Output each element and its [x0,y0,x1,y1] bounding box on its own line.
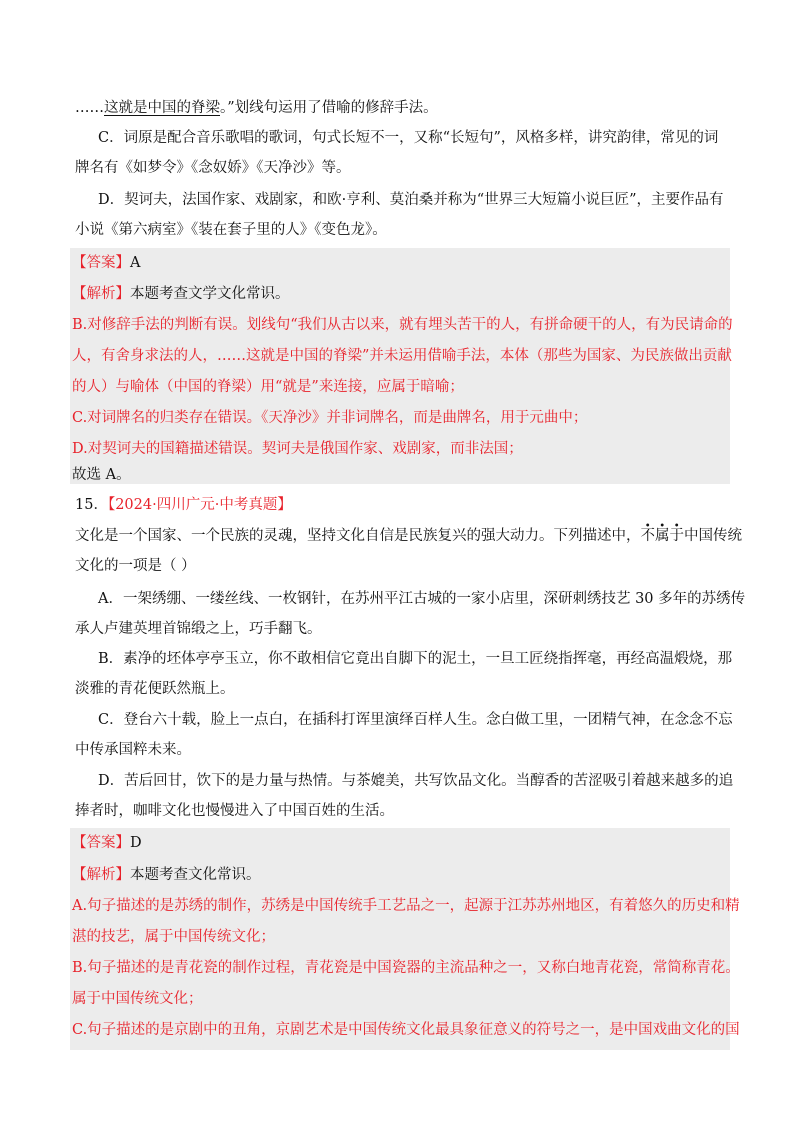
option-a-line2: 承人卢建英埋首锦缎之上，巧手翻飞。 [75,621,322,637]
answer-tag: 【答案】 [72,255,130,271]
question-source: 【2024·四川广元·中考真题】 [107,497,292,513]
analysis-text: 本题考查文学文化常识。 [130,286,290,302]
question-number: 15． [75,497,108,513]
answer-value: D [130,835,142,851]
stem-text: 文化是一个国家、一个民族的灵魂，坚持文化自信是民族复兴的强大动力。下列描述中， [75,528,641,544]
analysis-c-line1: C.句子描述的是京剧中的丑角，京剧艺术是中国传统文化最具象征意义的符号之一，是中国戏曲文化的国 [72,1022,740,1038]
prev-analysis-d-line: D.对契诃夫的国籍描述错误。契诃夫是俄国作家、戏剧家，而非法国； [72,441,523,457]
stem-text-after: 中国传统 [684,528,742,544]
question-15-stem-line2: 文化的一项是（ ） [75,558,196,574]
emphasis-char: 不 [640,528,655,544]
ellipsis: …… [75,100,104,116]
question-15-header [75,494,292,516]
analysis-15-line [72,864,261,886]
analysis-tag: 【解析】 [72,867,130,883]
prev-analysis-b-line3: 的人）与喻体（中国的脊梁）用“就是”来连接，应属于暗喻； [72,379,464,395]
analysis-b-line2: 属于中国传统文化； [72,991,203,1007]
underlined-sentence: 这就是中国的脊梁 [104,100,220,116]
option-d-line1: D．苦后回甘，饮下的是力量与热情。与茶媲美，共写饮品文化。当醇香的苦涩吸引着越来越多的追 [98,773,734,789]
answer-value: A [130,255,141,271]
option-c-line2: 中传承国粹未来。 [75,742,191,758]
option-b-line2: 淡雅的青花便跃然瓶上。 [75,681,235,697]
option-a-line1: A．一架绣绷、一缕丝线、一枚钢针，在苏州平江古城的一家小店里，深研刺绣技艺 30 多年的苏绣传 [98,591,746,607]
prev-conclusion: 故选 A。 [72,467,131,483]
analysis-tag: 【解析】 [72,286,130,302]
prev-analysis-b-line1: B.对修辞手法的判断有误。划线句“我们从古以来，就有埋头苦干的人，有拼命硬干的人，有为民请命的 [72,317,733,333]
prev-option-c-line2: 牌名有《如梦令》《念奴娇》《天净沙》等。 [75,160,351,176]
option-c-line1: C．登台六十载，脸上一点白，在插科打诨里演绎百样人生。念白做工里，一团精气神，在念念不忘 [98,712,733,728]
prev-option-d-line1: D．契诃夫，法国作家、戏剧家，和欧·亨利、莫泊桑并称为“世界三大短篇小说巨匠”，主要作品有 [98,192,724,208]
answer-15-line [72,832,142,854]
option-b-line1: B．素净的坯体亭亭玉立，你不敢相信它竟出自脚下的泥土，一旦工匠绕指挥毫，再经高温煅烧，那 [98,651,733,667]
option-d-line2: 捧者时，咖啡文化也慢慢进入了中国百姓的生活。 [75,803,394,819]
answer-tag: 【答案】 [72,835,130,851]
analysis-b-line1: B.句子描述的是青花瓷的制作过程，青花瓷是中国瓷器的主流品种之一，又称白地青花瓷，常简称青花。 [72,960,740,976]
analysis-a-line1: A.句子描述的是苏绣的制作，苏绣是中国传统手工艺品之一，起源于江苏苏州地区，有着悠久的历史和精 [72,898,740,914]
prev-option-c-line1: C．词原是配合音乐歌唱的歌词，句式长短不一，又称“长短句”，风格多样，讲究韵律，常见的词 [98,130,719,146]
question-15-stem-line1 [75,525,742,547]
option-b-tail-rest: 。”划线句运用了借喻的修辞手法。 [220,100,438,116]
prev-analysis-line [72,283,290,305]
prev-analysis-b-line2: 人，有舍身求法的人，……这就是中国的脊梁”并未运用借喻手法，本体（那些为国家、为民族做出贡献 [72,348,732,364]
prev-option-b-tail [75,97,438,119]
prev-analysis-c-line: C.对词牌名的归类存在错误。《天净沙》并非词牌名，而是曲牌名，用于元曲中； [72,410,588,426]
emphasis-char: 属 [655,528,670,544]
emphasis-char: 于 [669,528,684,544]
prev-answer-line [72,252,140,274]
prev-option-d-line2: 小说《第六病室》《装在套子里的人》《变色龙》。 [75,222,387,238]
analysis-a-line2: 湛的技艺，属于中国传统文化； [72,929,275,945]
analysis-text: 本题考查文化常识。 [130,867,261,883]
